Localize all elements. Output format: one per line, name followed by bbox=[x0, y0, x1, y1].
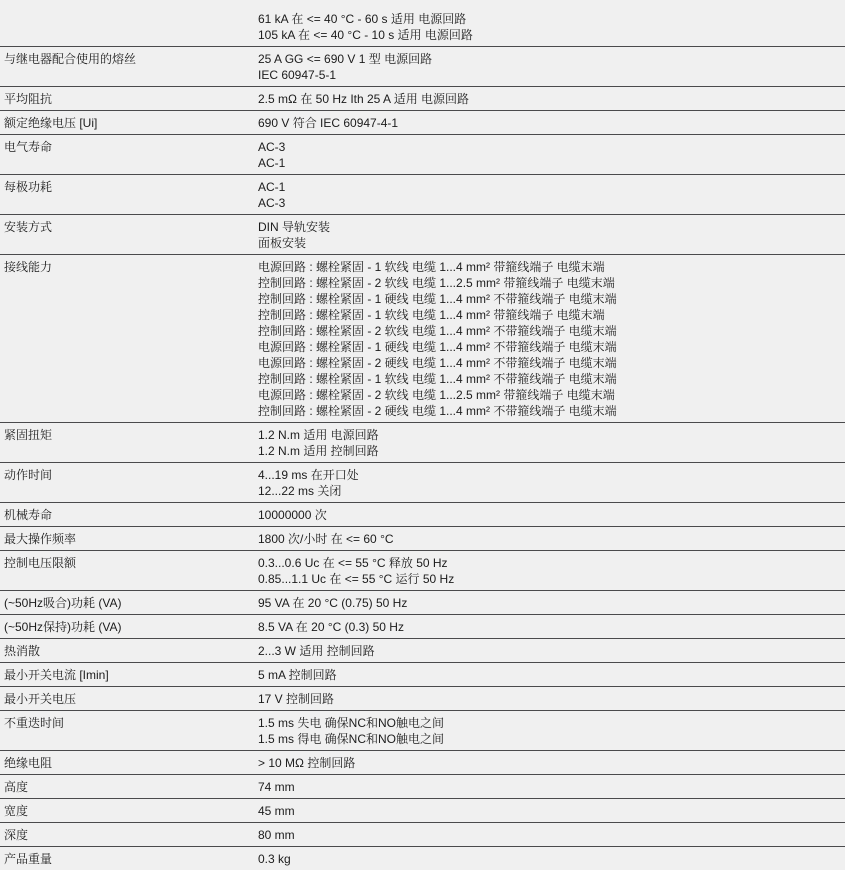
row-label: 额定绝缘电压 [Ui] bbox=[4, 116, 98, 130]
row-value-line: 61 kA 在 <= 40 °C - 60 s 适用 电源回路 bbox=[258, 12, 467, 26]
row-value bbox=[258, 803, 839, 819]
row-value-line: AC-1 bbox=[258, 180, 286, 194]
row-value-line: > 10 MΩ 控制回路 bbox=[258, 756, 356, 770]
row-value-line: 电源回路 : 螺栓紧固 - 1 硬线 电缆 1...4 mm² 不带箍线端子 电缆末端 bbox=[258, 340, 617, 354]
row-value-line: 控制回路 : 螺栓紧固 - 2 软线 电缆 1...4 mm² 不带箍线端子 电缆末端 bbox=[258, 324, 617, 338]
row-value bbox=[258, 51, 839, 83]
table-row bbox=[0, 503, 845, 527]
row-label: 最大操作频率 bbox=[4, 532, 77, 546]
row-label: (~50Hz保持)功耗 (VA) bbox=[4, 620, 122, 634]
table-row bbox=[0, 0, 845, 47]
row-value bbox=[258, 715, 839, 747]
table-row bbox=[0, 663, 845, 687]
row-label: 绝缘电阻 bbox=[4, 756, 53, 770]
row-value-line: 面板安装 bbox=[258, 236, 307, 250]
table-row bbox=[0, 775, 845, 799]
row-value-line: 0.85...1.1 Uc 在 <= 55 °C 运行 50 Hz bbox=[258, 572, 455, 586]
row-value-line: 25 A GG <= 690 V 1 型 电源回路 bbox=[258, 52, 433, 66]
row-label: 不重迭时间 bbox=[4, 716, 65, 730]
row-label: 控制电压限额 bbox=[4, 556, 77, 570]
row-value bbox=[258, 779, 839, 795]
row-label: 动作时间 bbox=[4, 468, 53, 482]
row-value bbox=[258, 691, 839, 707]
row-label: 最小开关电流 [Imin] bbox=[4, 668, 109, 682]
row-value-line: 2.5 mΩ 在 50 Hz Ith 25 A 适用 电源回路 bbox=[258, 92, 470, 106]
row-value bbox=[258, 531, 839, 547]
row-value bbox=[258, 467, 839, 499]
table-row bbox=[0, 87, 845, 111]
row-value bbox=[258, 507, 839, 523]
table-row bbox=[0, 527, 845, 551]
row-value-line: 控制回路 : 螺栓紧固 - 1 软线 电缆 1...4 mm² 不带箍线端子 电缆末端 bbox=[258, 372, 617, 386]
row-value-line: 690 V 符合 IEC 60947-4-1 bbox=[258, 116, 399, 130]
table-row bbox=[0, 799, 845, 823]
row-value-line: 45 mm bbox=[258, 804, 295, 818]
table-row bbox=[0, 751, 845, 775]
row-label: 高度 bbox=[4, 780, 29, 794]
row-value bbox=[258, 555, 839, 587]
row-value bbox=[258, 595, 839, 611]
table-row bbox=[0, 47, 845, 87]
row-value-line: 2...3 W 适用 控制回路 bbox=[258, 644, 375, 658]
row-value bbox=[258, 179, 839, 211]
row-label: 宽度 bbox=[4, 804, 29, 818]
row-label: 热消散 bbox=[4, 644, 41, 658]
row-label: 电气寿命 bbox=[4, 140, 53, 154]
row-value-line: AC-3 bbox=[258, 140, 286, 154]
row-label: 最小开关电压 bbox=[4, 692, 77, 706]
row-value-line: AC-3 bbox=[258, 196, 286, 210]
row-value-line: 5 mA 控制回路 bbox=[258, 668, 337, 682]
row-label: 紧固扭矩 bbox=[4, 428, 53, 442]
table-row bbox=[0, 847, 845, 870]
table-row bbox=[0, 215, 845, 255]
table-row bbox=[0, 175, 845, 215]
row-value bbox=[258, 139, 839, 171]
row-value-line: 1800 次/小时 在 <= 60 °C bbox=[258, 532, 394, 546]
row-value bbox=[258, 667, 839, 683]
row-value-line: 控制回路 : 螺栓紧固 - 1 硬线 电缆 1...4 mm² 不带箍线端子 电缆末端 bbox=[258, 292, 617, 306]
row-value-line: 1.5 ms 得电 确保NC和NO触电之间 bbox=[258, 732, 445, 746]
row-value-line: 95 VA 在 20 °C (0.75) 50 Hz bbox=[258, 596, 408, 610]
row-value-line: 1.2 N.m 适用 电源回路 bbox=[258, 428, 379, 442]
row-value bbox=[258, 259, 839, 419]
row-value-line: 0.3 kg bbox=[258, 852, 291, 866]
row-value-line: 1.5 ms 失电 确保NC和NO触电之间 bbox=[258, 716, 445, 730]
row-value bbox=[258, 827, 839, 843]
row-value bbox=[258, 755, 839, 771]
row-value bbox=[258, 643, 839, 659]
row-value-line: 80 mm bbox=[258, 828, 295, 842]
table-row bbox=[0, 687, 845, 711]
row-label: 与继电器配合使用的熔丝 bbox=[4, 52, 137, 66]
row-value-line: 1.2 N.m 适用 控制回路 bbox=[258, 444, 379, 458]
row-value-line: 10000000 次 bbox=[258, 508, 327, 522]
row-value bbox=[258, 11, 839, 43]
table-row bbox=[0, 615, 845, 639]
row-value-line: 控制回路 : 螺栓紧固 - 1 软线 电缆 1...4 mm² 带箍线端子 电缆末端 bbox=[258, 308, 605, 322]
row-label: 每极功耗 bbox=[4, 180, 53, 194]
row-value-line: 17 V 控制回路 bbox=[258, 692, 335, 706]
table-row bbox=[0, 463, 845, 503]
row-value-line: AC-1 bbox=[258, 156, 286, 170]
row-value bbox=[258, 115, 839, 131]
row-value-line: 105 kA 在 <= 40 °C - 10 s 适用 电源回路 bbox=[258, 28, 473, 42]
table-row bbox=[0, 591, 845, 615]
row-value-line: 电源回路 : 螺栓紧固 - 2 硬线 电缆 1...4 mm² 不带箍线端子 电缆末端 bbox=[258, 356, 617, 370]
row-value-line: 12...22 ms 关闭 bbox=[258, 484, 342, 498]
table-row bbox=[0, 639, 845, 663]
row-value bbox=[258, 851, 839, 867]
table-row bbox=[0, 135, 845, 175]
row-value bbox=[258, 91, 839, 107]
table-row bbox=[0, 255, 845, 423]
row-value-line: 0.3...0.6 Uc 在 <= 55 °C 释放 50 Hz bbox=[258, 556, 448, 570]
row-value-line: IEC 60947-5-1 bbox=[258, 68, 337, 82]
row-value-line: 4...19 ms 在开口处 bbox=[258, 468, 359, 482]
table-row bbox=[0, 711, 845, 751]
row-label: 安装方式 bbox=[4, 220, 53, 234]
table-row bbox=[0, 551, 845, 591]
row-label: 接线能力 bbox=[4, 260, 53, 274]
table-row bbox=[0, 111, 845, 135]
row-value bbox=[258, 427, 839, 459]
row-value-line: 8.5 VA 在 20 °C (0.3) 50 Hz bbox=[258, 620, 404, 634]
table-row bbox=[0, 823, 845, 847]
row-value-line: 控制回路 : 螺栓紧固 - 2 硬线 电缆 1...4 mm² 不带箍线端子 电缆末端 bbox=[258, 404, 617, 418]
row-value-line: 电源回路 : 螺栓紧固 - 2 软线 电缆 1...2.5 mm² 带箍线端子 电缆末端 bbox=[258, 388, 615, 402]
row-value-line: 控制回路 : 螺栓紧固 - 2 软线 电缆 1...2.5 mm² 带箍线端子 电缆末端 bbox=[258, 276, 615, 290]
row-label: 产品重量 bbox=[4, 852, 53, 866]
row-label: (~50Hz吸合)功耗 (VA) bbox=[4, 596, 122, 610]
row-label: 深度 bbox=[4, 828, 29, 842]
row-value-line: 电源回路 : 螺栓紧固 - 1 软线 电缆 1...4 mm² 带箍线端子 电缆末端 bbox=[258, 260, 605, 274]
row-value-line: DIN 导轨安装 bbox=[258, 220, 331, 234]
row-value bbox=[258, 219, 839, 251]
row-value-line: 74 mm bbox=[258, 780, 295, 794]
table-row bbox=[0, 423, 845, 463]
row-label: 机械寿命 bbox=[4, 508, 53, 522]
row-value bbox=[258, 619, 839, 635]
row-label: 平均阻抗 bbox=[4, 92, 53, 106]
